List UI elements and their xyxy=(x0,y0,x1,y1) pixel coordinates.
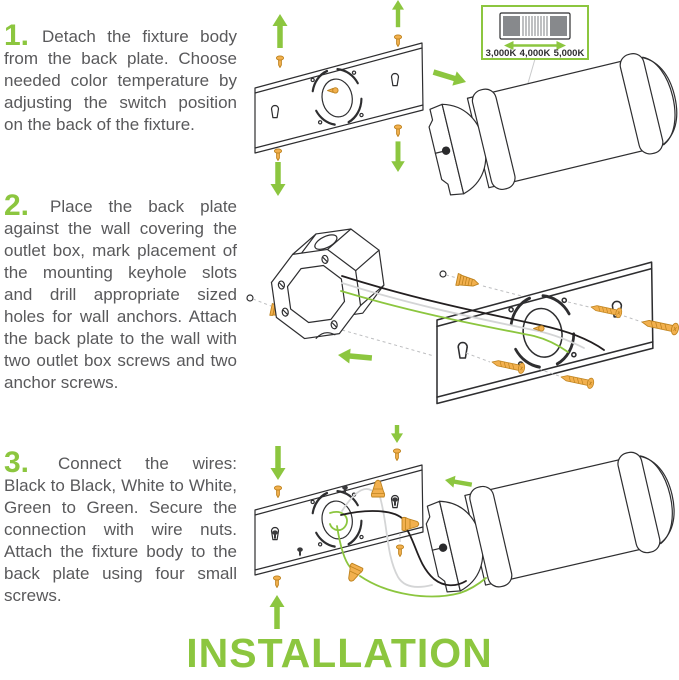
switch-track-left xyxy=(503,16,520,36)
screw-icon xyxy=(394,125,401,137)
box-screw-tab xyxy=(278,281,285,290)
drill-hole xyxy=(440,271,446,277)
wall-anchor-icon xyxy=(456,274,480,290)
screw-icon xyxy=(276,56,283,68)
switch-track-right xyxy=(550,16,567,36)
box-screw-tab xyxy=(331,320,338,329)
up-arrow-icon xyxy=(392,0,404,27)
down-arrow-icon xyxy=(391,141,405,172)
page-title: INSTALLATION xyxy=(186,630,493,676)
step-3-text: Connect the wires: Black to Black, White to White, Green to Green. Secure the connection with wire nuts. Attach the fixture body to the back plate using four small screws. xyxy=(4,454,237,605)
screw-icon xyxy=(274,149,281,161)
kelvin-label-5000: 5,000K xyxy=(553,48,585,59)
step-3-number: 3. xyxy=(4,446,30,479)
color-temp-switch-inset xyxy=(482,6,588,59)
wire-nut-icon xyxy=(344,563,363,584)
left-arrow-icon xyxy=(444,474,473,491)
screw-icon xyxy=(396,545,403,557)
down-arrow-icon xyxy=(271,446,286,480)
step-2-text: Place the back plate against the wall covering the outlet box, mark placement of the mounting keyhole slots and drill appropriate sized holes for wall anchors. Attach the back plate to the wall with two outlet box screws and two anchor screws. xyxy=(4,197,237,392)
step-2-diagram xyxy=(238,212,679,445)
step-3 xyxy=(4,446,237,607)
down-arrow-icon xyxy=(271,162,286,196)
back-plate xyxy=(255,465,423,575)
down-arrow-icon xyxy=(391,425,403,443)
step-1 xyxy=(4,19,237,136)
fixture-body xyxy=(423,46,679,203)
step-1-text: Detach the fixture body from the back plate. Choose needed color temperature by adjusting the switch position on the back of the fixture. xyxy=(4,27,237,134)
step-2 xyxy=(4,189,237,394)
step-1-number: 1. xyxy=(4,19,30,52)
screw-icon xyxy=(273,576,280,588)
box-screw-tab xyxy=(282,308,289,317)
right-arrow-icon xyxy=(431,65,468,89)
box-screw-tab xyxy=(321,255,328,264)
step-2-number: 2. xyxy=(4,189,30,222)
switch-knob-ridges xyxy=(523,16,547,36)
up-arrow-icon xyxy=(273,14,288,48)
kelvin-label-3000: 3,000K xyxy=(485,48,517,59)
screw-icon xyxy=(560,372,595,389)
screw-icon xyxy=(393,449,400,461)
fixture-body xyxy=(421,445,679,600)
step-1-diagram xyxy=(238,0,679,208)
kelvin-label-4000: 4,000K xyxy=(519,48,551,59)
drill-hole xyxy=(247,295,253,301)
step-3-diagram xyxy=(238,425,679,640)
left-arrow-icon xyxy=(337,348,372,366)
up-arrow-icon xyxy=(270,595,285,629)
screw-icon xyxy=(274,486,281,498)
screw-icon xyxy=(394,35,401,47)
